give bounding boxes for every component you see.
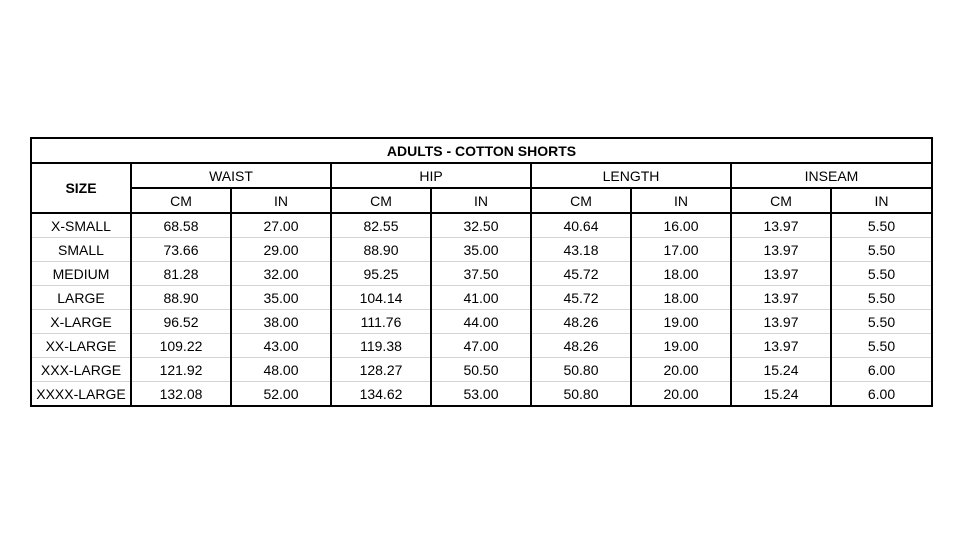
- size-column-header: SIZE: [31, 163, 131, 213]
- measure-cell-inseam-cm: 15.24: [731, 382, 831, 407]
- measure-cell-inseam-in: 5.50: [831, 262, 932, 286]
- unit-header-inseam-cm: CM: [731, 188, 831, 213]
- measure-cell-length-cm: 48.26: [531, 310, 631, 334]
- measure-cell-length-in: 18.00: [631, 286, 731, 310]
- group-header-row: [31, 163, 932, 188]
- measure-cell-waist-cm: 109.22: [131, 334, 231, 358]
- measure-cell-inseam-in: 5.50: [831, 238, 932, 262]
- measure-cell-length-cm: 43.18: [531, 238, 631, 262]
- size-cell: XXXX-LARGE: [31, 382, 131, 407]
- measure-cell-waist-cm: 68.58: [131, 213, 231, 238]
- measure-cell-length-in: 20.00: [631, 382, 731, 407]
- measure-cell-hip-cm: 88.90: [331, 238, 431, 262]
- title-row: [31, 138, 932, 163]
- measure-cell-length-in: 19.00: [631, 310, 731, 334]
- measure-cell-waist-in: 29.00: [231, 238, 331, 262]
- group-header-waist: WAIST: [131, 163, 331, 188]
- table-row: [31, 213, 932, 238]
- measure-cell-hip-cm: 111.76: [331, 310, 431, 334]
- unit-header-hip-in: IN: [431, 188, 531, 213]
- size-cell: LARGE: [31, 286, 131, 310]
- measure-cell-length-cm: 50.80: [531, 358, 631, 382]
- measure-cell-waist-cm: 73.66: [131, 238, 231, 262]
- measure-cell-length-in: 16.00: [631, 213, 731, 238]
- measure-cell-inseam-cm: 13.97: [731, 262, 831, 286]
- table-row: [31, 382, 932, 407]
- measure-cell-inseam-in: 5.50: [831, 310, 932, 334]
- size-cell: X-LARGE: [31, 310, 131, 334]
- measure-cell-hip-in: 37.50: [431, 262, 531, 286]
- measure-cell-waist-in: 38.00: [231, 310, 331, 334]
- size-cell: SMALL: [31, 238, 131, 262]
- measure-cell-hip-in: 53.00: [431, 382, 531, 407]
- measure-cell-length-in: 18.00: [631, 262, 731, 286]
- measure-cell-hip-in: 35.00: [431, 238, 531, 262]
- measure-cell-waist-in: 43.00: [231, 334, 331, 358]
- measure-cell-length-cm: 40.64: [531, 213, 631, 238]
- measure-cell-inseam-in: 5.50: [831, 286, 932, 310]
- measure-cell-waist-in: 32.00: [231, 262, 331, 286]
- measure-cell-length-cm: 45.72: [531, 286, 631, 310]
- unit-header-length-in: IN: [631, 188, 731, 213]
- size-cell: XX-LARGE: [31, 334, 131, 358]
- measure-cell-inseam-in: 5.50: [831, 334, 932, 358]
- table-row: [31, 238, 932, 262]
- measure-cell-waist-cm: 96.52: [131, 310, 231, 334]
- measure-cell-waist-cm: 132.08: [131, 382, 231, 407]
- measure-cell-waist-in: 27.00: [231, 213, 331, 238]
- measure-cell-length-in: 19.00: [631, 334, 731, 358]
- measure-cell-waist-cm: 81.28: [131, 262, 231, 286]
- measure-cell-length-in: 20.00: [631, 358, 731, 382]
- measure-cell-inseam-cm: 13.97: [731, 286, 831, 310]
- measure-cell-hip-cm: 95.25: [331, 262, 431, 286]
- group-header-inseam: INSEAM: [731, 163, 932, 188]
- measure-cell-hip-in: 44.00: [431, 310, 531, 334]
- measure-cell-waist-in: 52.00: [231, 382, 331, 407]
- unit-header-inseam-in: IN: [831, 188, 932, 213]
- measure-cell-hip-cm: 119.38: [331, 334, 431, 358]
- measure-cell-length-cm: 50.80: [531, 382, 631, 407]
- measure-cell-inseam-cm: 13.97: [731, 334, 831, 358]
- group-header-hip: HIP: [331, 163, 531, 188]
- table-title: ADULTS - COTTON SHORTS: [31, 138, 932, 163]
- size-chart-table: [30, 137, 933, 407]
- size-cell: MEDIUM: [31, 262, 131, 286]
- measure-cell-inseam-cm: 13.97: [731, 310, 831, 334]
- unit-header-hip-cm: CM: [331, 188, 431, 213]
- measure-cell-inseam-in: 5.50: [831, 213, 932, 238]
- unit-header-waist-in: IN: [231, 188, 331, 213]
- size-cell: XXX-LARGE: [31, 358, 131, 382]
- size-cell: X-SMALL: [31, 213, 131, 238]
- measure-cell-inseam-cm: 15.24: [731, 358, 831, 382]
- measure-cell-hip-in: 47.00: [431, 334, 531, 358]
- group-header-length: LENGTH: [531, 163, 731, 188]
- table-row: [31, 310, 932, 334]
- measure-cell-hip-cm: 104.14: [331, 286, 431, 310]
- measure-cell-hip-in: 50.50: [431, 358, 531, 382]
- measure-cell-hip-in: 32.50: [431, 213, 531, 238]
- measure-cell-waist-cm: 121.92: [131, 358, 231, 382]
- measure-cell-inseam-in: 6.00: [831, 358, 932, 382]
- measure-cell-length-cm: 45.72: [531, 262, 631, 286]
- table-row: [31, 334, 932, 358]
- unit-header-row: [31, 188, 932, 213]
- measure-cell-waist-in: 35.00: [231, 286, 331, 310]
- table-row: [31, 358, 932, 382]
- measure-cell-hip-in: 41.00: [431, 286, 531, 310]
- table-row: [31, 286, 932, 310]
- size-rows: [31, 213, 932, 406]
- measure-cell-hip-cm: 134.62: [331, 382, 431, 407]
- table-row: [31, 262, 932, 286]
- measure-cell-hip-cm: 128.27: [331, 358, 431, 382]
- measure-cell-length-cm: 48.26: [531, 334, 631, 358]
- measure-cell-waist-in: 48.00: [231, 358, 331, 382]
- measure-cell-waist-cm: 88.90: [131, 286, 231, 310]
- measure-cell-inseam-cm: 13.97: [731, 213, 831, 238]
- measure-cell-inseam-in: 6.00: [867, 385, 896, 402]
- measure-cell-hip-cm: 82.55: [331, 213, 431, 238]
- unit-header-waist-cm: CM: [131, 188, 231, 213]
- measure-cell-inseam-cm: 13.97: [731, 238, 831, 262]
- unit-header-length-cm: CM: [531, 188, 631, 213]
- measure-cell-length-in: 17.00: [631, 238, 731, 262]
